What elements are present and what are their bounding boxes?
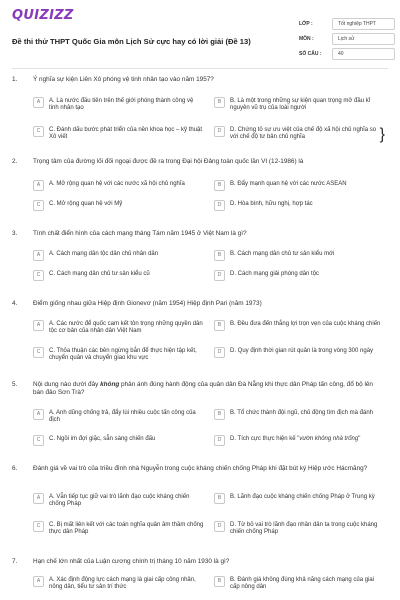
option-letter-badge: D <box>214 347 225 358</box>
meta-row-class <box>299 16 395 31</box>
option-text: A. Mở rộng quan hệ với các nước xã hội chủ nghĩa <box>49 181 185 187</box>
option-letter-badge: A <box>33 576 44 587</box>
option-letter-badge: A <box>33 250 44 261</box>
header-divider <box>12 68 388 69</box>
option-d[interactable] <box>214 521 385 537</box>
option-d[interactable] <box>214 435 385 446</box>
option-a[interactable] <box>33 97 204 113</box>
option-letter-badge: A <box>33 97 44 108</box>
option-letter-badge: C <box>33 126 44 137</box>
option-text: C. Thỏa thuận các bên ngừng bắn để thực hiện tập kết, chuyển quân và chuyển giao khu vực <box>49 348 197 362</box>
option-b[interactable] <box>214 493 385 504</box>
option-letter-badge: B <box>214 180 225 191</box>
question-number: 5. <box>12 381 18 388</box>
option-c[interactable] <box>33 126 204 142</box>
question-number: 2. <box>12 158 18 165</box>
option-c[interactable] <box>33 200 204 211</box>
option-letter-badge: D <box>214 200 225 211</box>
option-text: A. Anh dũng chống trả, đẩy lùi nhiều cuộc tấn công của địch <box>49 410 196 424</box>
question-text: Ý nghĩa sự kiện Liên Xô phóng vệ tinh nhân tạo vào năm 1957? <box>33 76 214 83</box>
option-letter-badge: B <box>214 409 225 420</box>
option-text: C. Ngồi im đợi giặc, sẵn sàng chiến đấu <box>49 436 156 442</box>
quizizz-logo: QUIZIZZ <box>12 8 74 23</box>
option-text: D. Từ bỏ vai trò lãnh đạo nhân dân ta trong cuộc kháng chiến chống Pháp <box>230 522 378 536</box>
question-number: 1. <box>12 76 18 83</box>
option-text-part: " <box>358 436 361 442</box>
option-text: A. Cách mạng dân tộc dân chủ nhân dân <box>49 251 159 257</box>
option-c[interactable] <box>33 435 204 446</box>
option-text: B. Đẩy mạnh quan hệ với các nước ASEAN <box>230 181 347 187</box>
option-letter-badge: B <box>214 97 225 108</box>
option-a[interactable] <box>33 180 204 191</box>
option-b[interactable] <box>214 180 385 191</box>
option-text: D. Hòa bình, hữu nghị, hợp tác <box>230 201 313 207</box>
option-text: C. Bị mất liên kết với các toán nghĩa quân âm thầm chống thực dân Pháp <box>49 522 204 536</box>
option-letter-badge: B <box>214 250 225 261</box>
option-c[interactable] <box>33 521 204 537</box>
option-b[interactable] <box>214 320 385 331</box>
option-text: C. Cách mạng dân chủ tư sản kiểu cũ <box>49 271 150 277</box>
meta-label: MÔN : <box>299 35 314 42</box>
header <box>12 8 388 66</box>
option-text: D. Chứng tỏ sự ưu việt của chế độ xã hội chủ nghĩa so với chế độ tư bản chủ nghĩa <box>230 127 377 141</box>
question-text: Trọng tâm của đường lối đối ngoại được đề ra trong Đại hội Đảng toàn quốc lần VI (12-1986) là <box>33 158 304 165</box>
option-c[interactable] <box>33 347 204 363</box>
option-d[interactable]: D D. Chứng tỏ sự ưu việt của chế độ xã hội chủ nghĩa so với chế độ tư bản chủ nghĩa } <box>214 126 385 144</box>
option-a[interactable] <box>33 493 204 509</box>
option-text: A. Là nước đầu tiên trên thế giới phóng thành công vệ tinh nhân tạo <box>49 98 194 112</box>
meta-row-subject <box>299 31 395 46</box>
question-text: Đánh giá về vai trò của triều đình nhà Nguyễn trong cuộc kháng chiến chống Pháp khi đặt bút ký Hiệp ước Hácmăng? <box>33 465 368 472</box>
option-letter-badge: A <box>33 493 44 504</box>
option-text: A. Xác định động lực cách mạng là giai cấp công nhân, nông dân, tiểu tư sản trí thức <box>49 577 196 591</box>
option-text: B. Đều đưa đến thắng lợi trọn vẹn của cuộc kháng chiến <box>230 321 381 327</box>
option-a[interactable] <box>33 409 204 425</box>
option-d[interactable] <box>214 270 385 281</box>
question-number: 7. <box>12 558 18 565</box>
option-d[interactable] <box>214 347 385 358</box>
option-letter-badge: C <box>33 347 44 358</box>
option-letter-badge: B <box>214 576 225 587</box>
option-text: B. Tổ chức thành đội ngũ, chủ động tìm địch mà đánh <box>230 410 373 416</box>
question-number: 4. <box>12 300 18 307</box>
option-b[interactable] <box>214 409 385 420</box>
question-number: 3. <box>12 230 18 237</box>
option-text: A. Vẫn tiếp tục giữ vai trò lãnh đạo cuộc kháng chiến chống Pháp <box>49 494 190 508</box>
option-text: D. Cách mạng giải phóng dân tộc <box>230 271 320 277</box>
option-text <box>230 435 360 443</box>
option-text: A. Các nước để quốc cam kết tôn trọng những quyền dân tộc cơ bản của nhân dân Việt Nam <box>49 321 203 335</box>
meta-label: SỐ CÂU : <box>299 50 322 57</box>
option-a[interactable] <box>33 250 204 261</box>
document-title: Đề thi thử THPT Quốc Gia môn Lịch Sử cực hay có lời giải (Đề 13) <box>12 37 251 46</box>
option-b[interactable] <box>214 576 385 592</box>
option-letter-badge: D <box>214 521 225 532</box>
option-a[interactable] <box>33 320 204 336</box>
option-letter-badge: C <box>33 270 44 281</box>
option-a[interactable] <box>33 576 204 592</box>
question-count-field: 40 <box>332 48 395 60</box>
option-letter-badge: D <box>214 126 225 137</box>
option-c[interactable] <box>33 270 204 281</box>
option-letter-badge: B <box>214 320 225 331</box>
meta-label: LỚP : <box>299 20 313 27</box>
option-text: C. Mở rộng quan hệ với Mỹ <box>49 201 123 207</box>
meta-row-count <box>299 46 395 61</box>
option-letter-badge: A <box>33 320 44 331</box>
option-letter-badge: D <box>214 270 225 281</box>
option-text: B. Cách mạng dân chủ tư sản kiểu mới <box>230 251 335 257</box>
option-letter-badge: C <box>33 435 44 446</box>
option-letter-badge: A <box>33 180 44 191</box>
option-text: B. Là một trong những sự kiện quan trọng mở đầu kỉ nguyên vũ trụ của loài người <box>230 98 371 112</box>
option-text-part: D. Tích cực thực hiện kế " <box>230 436 300 442</box>
option-italic-text: vườn không nhà trống <box>299 436 359 442</box>
question-number: 6. <box>12 465 18 472</box>
option-b[interactable] <box>214 250 385 261</box>
meta-info <box>299 16 395 61</box>
option-d[interactable] <box>214 200 385 211</box>
option-text: B. Lãnh đạo cuộc kháng chiến chống Pháp ở Trung kỳ <box>230 494 375 500</box>
option-text: D. Quy định thời gian rút quân là trong vòng 300 ngày <box>230 348 374 354</box>
subject-field: Lịch sử <box>332 33 395 45</box>
question-text: Điểm giống nhau giữa Hiệp định Gionevơ (năm 1954) Hiệp định Pari (năm 1973) <box>33 300 262 307</box>
option-text: C. Đánh dấu bước phát triển của nền khoa học – kỹ thuật Xô viết <box>49 127 203 141</box>
emphasis-text: không <box>100 381 120 388</box>
option-letter-badge: C <box>33 200 44 211</box>
question-text <box>33 381 383 397</box>
question-text-part: phản ánh đúng hành động của quân dân Đà Nẵng khi thực dân Pháp tấn công, đổ bộ lên bán đảo Sơn Trà? <box>33 381 373 396</box>
option-letter-badge: A <box>33 409 44 420</box>
class-field: Tốt nghiệp THPT <box>332 18 395 30</box>
question-text: Hạn chế lớn nhất của Luận cương chính trị tháng 10 năm 1930 là gì? <box>33 558 230 565</box>
question-text: Tính chất điển hình của cách mạng tháng Tám năm 1945 ở Việt Nam là gì? <box>33 230 247 237</box>
option-letter-badge: B <box>214 493 225 504</box>
option-letter-badge: D <box>214 435 225 446</box>
option-b[interactable] <box>214 97 385 113</box>
option-text: B. Đánh giá không đúng khả năng cách mạng của giai cấp nông dân <box>230 577 375 591</box>
option-letter-badge: C <box>33 521 44 532</box>
question-text-part: Nội dung nào dưới đây <box>33 381 101 388</box>
